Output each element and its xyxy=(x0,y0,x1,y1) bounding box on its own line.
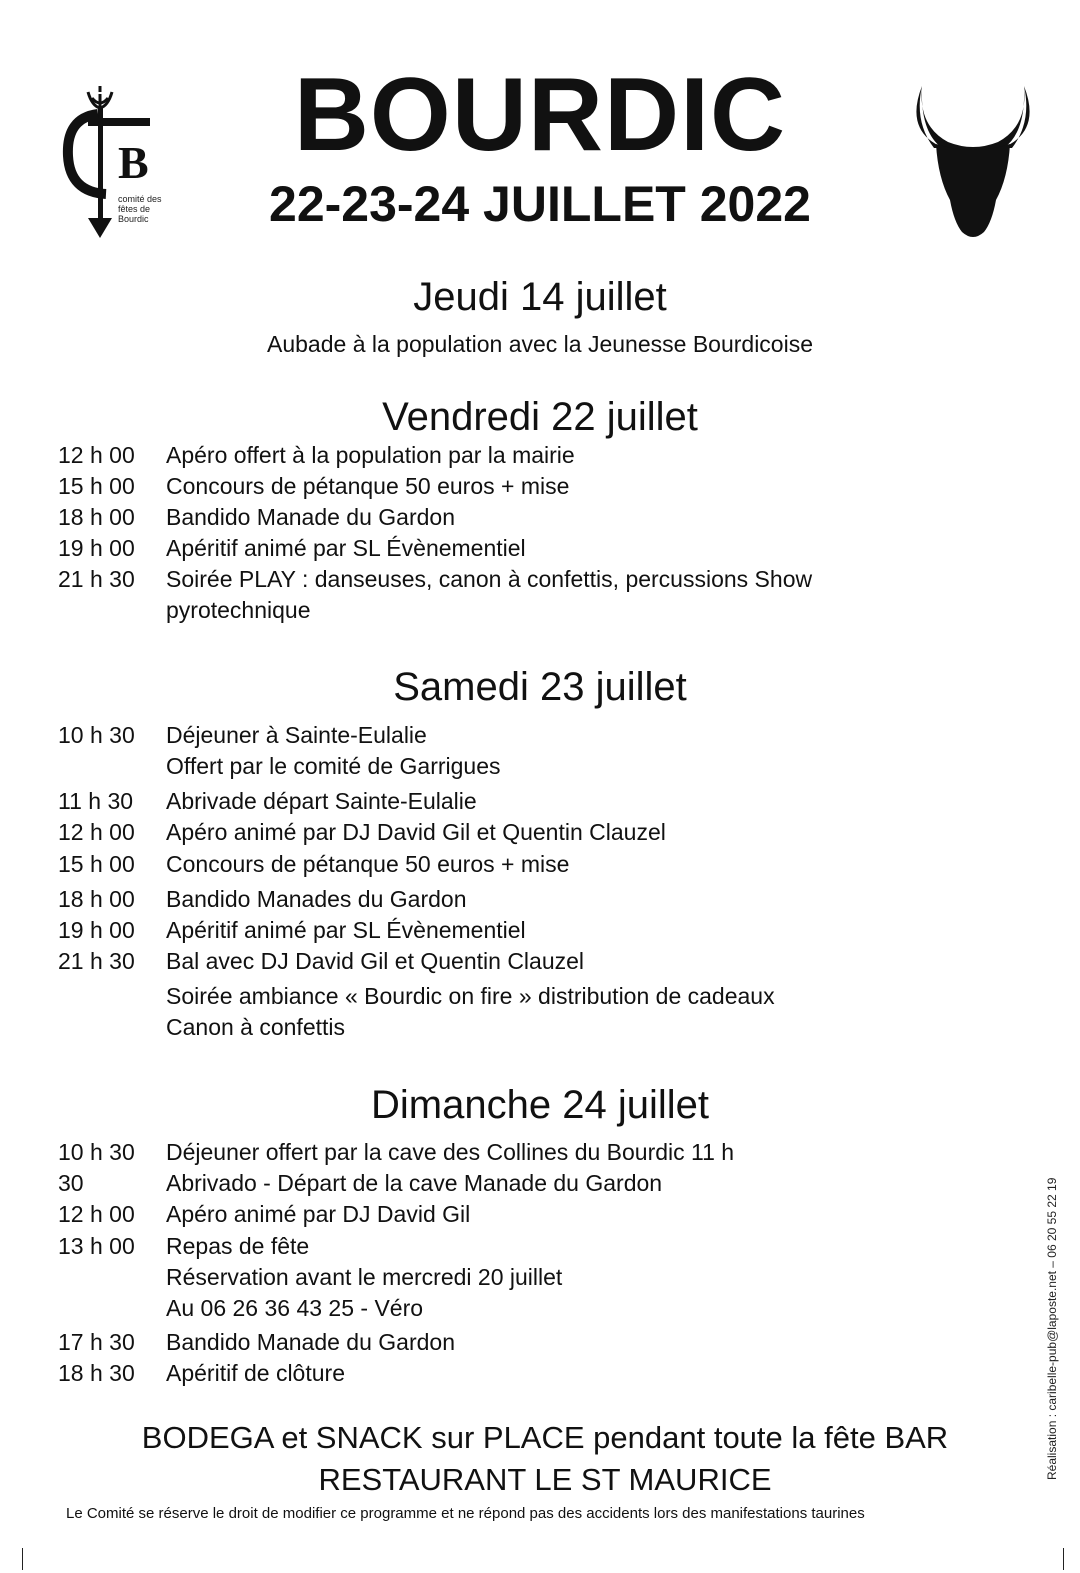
schedule-time: 17 h 30 xyxy=(58,1329,135,1355)
schedule-activity: Apéritif animé par SL Évènementiel xyxy=(166,535,526,561)
logo-letter: B xyxy=(118,137,149,188)
crop-mark xyxy=(1063,1548,1064,1570)
schedule-time: 11 h 30 xyxy=(58,788,134,814)
schedule-continuation: Réservation avant le mercredi 20 juillet xyxy=(166,1264,563,1290)
schedule-activity: Bandido Manade du Gardon xyxy=(166,504,455,530)
footer-line-2: RESTAURANT LE ST MAURICE xyxy=(318,1462,772,1497)
schedule-activity: Déjeuner à Sainte-Eulalie xyxy=(166,722,427,748)
schedule-activity: Déjeuner offert par la cave des Collines du Bourdic 11 h xyxy=(166,1139,735,1165)
day-heading-jeudi: Jeudi 14 juillet xyxy=(413,275,667,319)
day-heading-vendredi: Vendredi 22 juillet xyxy=(382,395,698,439)
schedule-time: 21 h 30 xyxy=(58,948,135,974)
schedule-time: 18 h 30 xyxy=(58,1360,135,1386)
footer-line-1: BODEGA et SNACK sur PLACE pendant toute la fête BAR xyxy=(141,1420,949,1455)
schedule-activity: Bal avec DJ David Gil et Quentin Clauzel xyxy=(166,948,585,974)
schedule-activity: Concours de pétanque 50 euros + mise xyxy=(166,851,570,877)
schedule-continuation: pyrotechnique xyxy=(166,597,311,623)
day-heading-samedi: Samedi 23 juillet xyxy=(393,665,687,709)
schedule-time: 10 h 30 xyxy=(58,722,135,748)
schedule-time: 13 h 00 xyxy=(58,1233,135,1259)
schedule-time: 30 xyxy=(58,1170,84,1196)
schedule-activity: Soirée PLAY : danseuses, canon à confettis, percussions Show xyxy=(166,566,813,592)
logo-caption-line: fêtes de xyxy=(118,204,151,214)
schedule-activity: Apéro animé par DJ David Gil et Quentin Clauzel xyxy=(166,819,666,845)
schedule-time: 19 h 00 xyxy=(58,917,135,943)
day-heading-dimanche: Dimanche 24 juillet xyxy=(371,1083,709,1127)
logo-caption-line: comité des xyxy=(118,194,162,204)
schedule-activity: Repas de fête xyxy=(166,1233,310,1259)
schedule-time: 21 h 30 xyxy=(58,566,135,592)
schedule-activity: Apéro offert à la population par la mairie xyxy=(166,442,575,468)
schedule-time: 12 h 00 xyxy=(58,442,135,468)
schedule-continuation: Soirée ambiance « Bourdic on fire » distribution de cadeaux xyxy=(166,983,775,1009)
crop-mark xyxy=(22,1548,23,1570)
schedule-time: 15 h 00 xyxy=(58,473,135,499)
schedule-time: 12 h 00 xyxy=(58,1201,135,1227)
disclaimer: Le Comité se réserve le droit de modifier ce programme et ne répond pas des accidents lors des manifestations taurines xyxy=(66,1505,865,1522)
schedule-activity: Bandido Manades du Gardon xyxy=(166,886,467,912)
schedule-continuation: Canon à confettis xyxy=(166,1014,346,1040)
schedule-time: 10 h 30 xyxy=(58,1139,135,1165)
event-dates: 22-23-24 JUILLET 2022 xyxy=(269,176,811,232)
logo-caption-line: Bourdic xyxy=(118,214,149,224)
schedule-time: 12 h 00 xyxy=(58,819,135,845)
schedule-time: 18 h 00 xyxy=(58,886,135,912)
credit-text: Réalisation : caribelle-pub@laposte.net – 06 20 55 22 19 xyxy=(1045,1177,1059,1480)
schedule-activity: Apéritif de clôture xyxy=(166,1360,345,1386)
schedule-activity: Abrivado - Départ de la cave Manade du Gardon xyxy=(166,1170,663,1196)
schedule-activity: Bandido Manade du Gardon xyxy=(166,1329,455,1355)
schedule-activity: Abrivade départ Sainte-Eulalie xyxy=(166,788,477,814)
schedule-continuation: Au 06 26 36 43 25 - Véro xyxy=(166,1295,424,1321)
schedule-activity: Apéritif animé par SL Évènementiel xyxy=(166,917,526,943)
schedule-time: 18 h 00 xyxy=(58,504,135,530)
jeudi-text: Aubade à la population avec la Jeunesse Bourdicoise xyxy=(267,331,813,357)
schedule-time: 15 h 00 xyxy=(58,851,135,877)
page-title: BOURDIC xyxy=(293,57,787,173)
schedule-activity: Concours de pétanque 50 euros + mise xyxy=(166,473,570,499)
schedule-continuation: Offert par le comité de Garrigues xyxy=(166,753,501,779)
schedule-time: 19 h 00 xyxy=(58,535,135,561)
schedule-activity: Apéro animé par DJ David Gil xyxy=(166,1201,471,1227)
